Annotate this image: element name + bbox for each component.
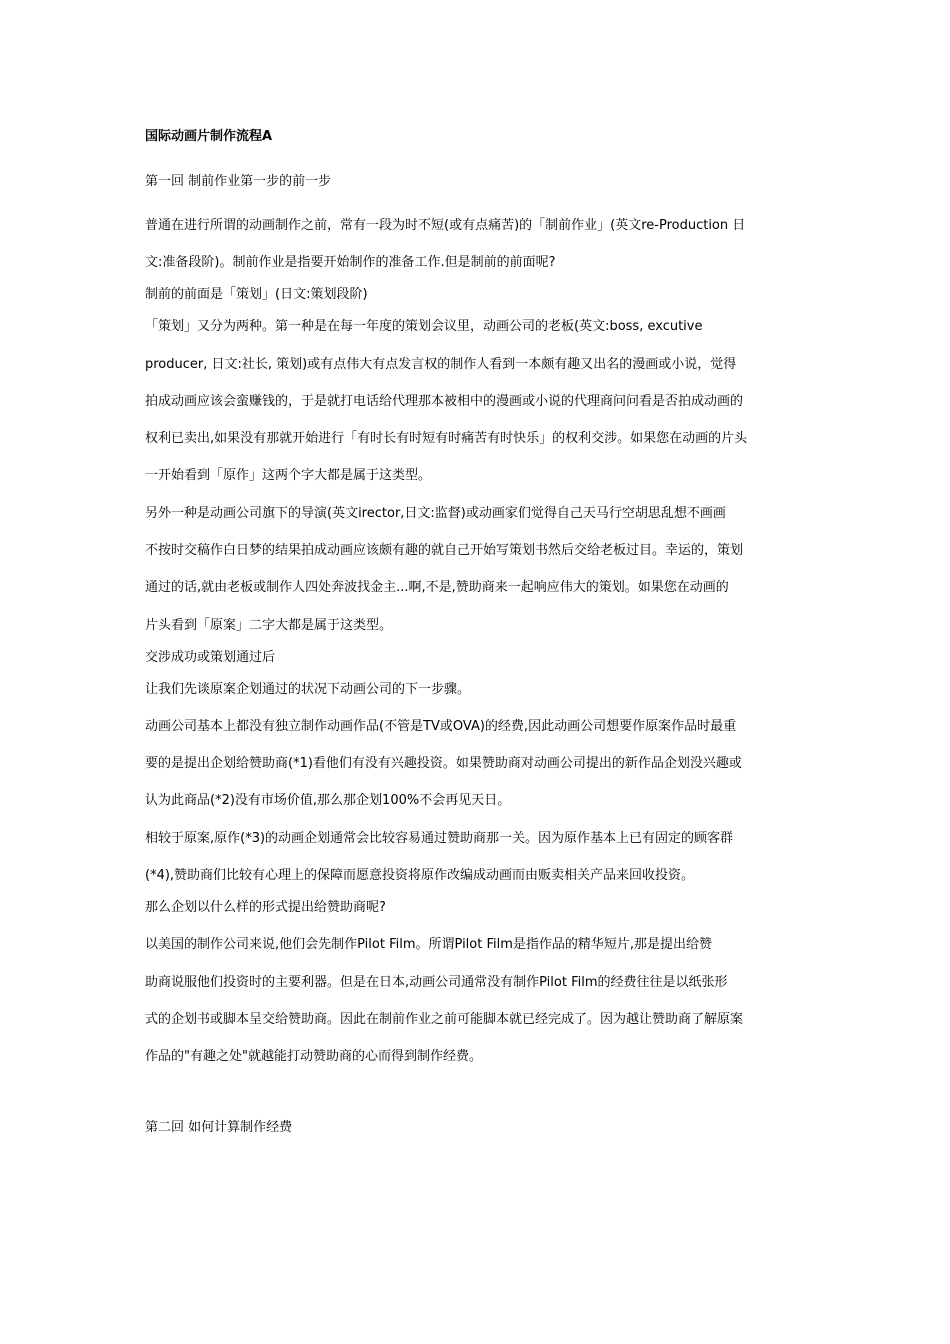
paragraph-line: 一开始看到「原作」这两个字大都是属于这类型。 (145, 468, 432, 483)
paragraph-line: 拍成动画应该会蛮赚钱的，于是就打电话给代理那本被相中的漫画或小说的代理商问问看是否拍成动画的 (145, 394, 744, 409)
paragraph-line: 「策划」又分为两种。第一种是在每一年度的策划会议里，动画公司的老板(英文:boss, excutive (145, 319, 703, 334)
section-heading: 第二回 如何计算制作经费 (145, 1120, 293, 1135)
paragraph-line: 相较于原案,原作(*3)的动画企划通常会比较容易通过赞助商那一关。因为原作基本上已有固定的顾客群 (145, 831, 734, 846)
paragraph-line: 制前的前面是「策划」(日文:策划段阶) (145, 287, 368, 302)
paragraph-line: 交涉成功或策划通过后 (145, 650, 276, 665)
paragraph-line: 通过的话,就由老板或制作人四处奔波找金主...啊,不是,赞助商来一起响应伟大的策划。如果您在动画的 (145, 580, 729, 595)
paragraph-line: 要的是提出企划给赞助商(*1)看他们有没有兴趣投资。如果赞助商对动画公司提出的新作品企划没兴趣或 (145, 756, 742, 771)
paragraph-line: 认为此商品(*2)没有市场价值,那么那企划100%不会再见天日。 (145, 793, 511, 808)
document-title: 国际动画片制作流程A (145, 129, 273, 144)
paragraph-line: 片头看到「原案」二字大都是属于这类型。 (145, 618, 393, 633)
paragraph-line: 作品的"有趣之处"就越能打动赞助商的心而得到制作经费。 (145, 1049, 482, 1064)
paragraph-line: producer, 日文:社长, 策划)或有点伟大有点发言权的制作人看到一本颇有趣又出名的漫画或小说，觉得 (145, 357, 737, 372)
paragraph-line: 式的企划书或脚本呈交给赞助商。因此在制前作业之前可能脚本就已经完成了。因为越让赞助商了解原案 (145, 1012, 744, 1027)
paragraph-line: 以美国的制作公司来说,他们会先制作Pilot Film。所谓Pilot Film是指作品的精华短片,那是提出给赞 (145, 937, 713, 952)
paragraph-line: 另外一种是动画公司旗下的导演(英文irector,日文:监督)或动画家们觉得自己天马行空胡思乱想不画画 (145, 506, 726, 521)
paragraph-line: 那么企划以什么样的形式提出给赞助商呢? (145, 900, 386, 915)
paragraph-line: 权利已卖出,如果没有那就开始进行「有时长有时短有时痛苦有时快乐」的权利交涉。如果您在动画的片头 (145, 431, 748, 446)
paragraph-line: 动画公司基本上都没有独立制作动画作品(不管是TV或OVA)的经费,因此动画公司想要作原案作品时最重 (145, 719, 737, 734)
paragraph-line: 助商说服他们投资时的主要利器。但是在日本,动画公司通常没有制作Pilot Film的经费往往是以纸张形 (145, 975, 728, 990)
paragraph-line: 文:准备段阶)。制前作业是指要开始制作的准备工作.但是制前的前面呢? (145, 255, 556, 270)
paragraph-line: 不按时交稿作白日梦的结果拍成动画应该颇有趣的就自己开始写策划书然后交给老板过目。幸运的，策划 (145, 543, 744, 558)
paragraph-line: (*4),赞助商们比较有心理上的保障而愿意投资将原作改编成动画而由贩卖相关产品来回收投资。 (145, 868, 695, 883)
section-heading: 第一回 制前作业第一步的前一步 (145, 174, 332, 189)
paragraph-line: 普通在进行所谓的动画制作之前，常有一段为时不短(或有点痛苦)的「制前作业」(英文re-Production 日 (145, 218, 746, 233)
paragraph-line: 让我们先谈原案企划通过的状况下动画公司的下一步骤。 (145, 682, 471, 697)
